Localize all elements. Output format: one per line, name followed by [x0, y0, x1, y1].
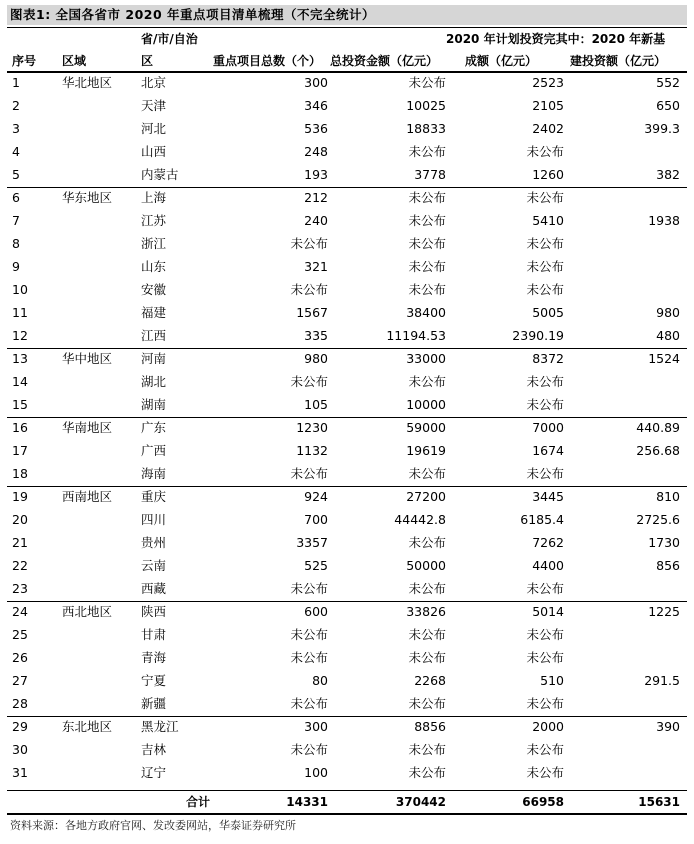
header-newinfra-line2: 建投资额（亿元） [570, 54, 667, 68]
cell-total: 59000 [406, 420, 446, 435]
cell-count: 未公布 [290, 742, 328, 757]
cell-newinfra: 291.5 [644, 673, 680, 688]
cell-seq: 2 [12, 98, 20, 113]
cell-province: 吉林 [141, 742, 167, 757]
cell-planned: 7000 [532, 420, 564, 435]
cell-planned: 未公布 [526, 466, 564, 481]
cell-province: 浙江 [141, 236, 167, 251]
cell-newinfra: 1524 [648, 351, 680, 366]
cell-seq: 8 [12, 236, 20, 251]
cell-province: 甘肃 [141, 627, 167, 642]
cell-planned: 5005 [532, 305, 564, 320]
cell-seq: 25 [12, 627, 28, 642]
cell-province: 上海 [141, 190, 167, 205]
cell-total: 44442.8 [394, 512, 446, 527]
cell-total: 10025 [406, 98, 446, 113]
cell-planned: 未公布 [526, 650, 564, 665]
cell-planned: 2000 [532, 719, 564, 734]
cell-province: 西藏 [141, 581, 167, 596]
cell-province: 新疆 [141, 696, 167, 711]
cell-planned: 2402 [532, 121, 564, 136]
group-rule [7, 601, 687, 602]
cell-planned: 5014 [532, 604, 564, 619]
cell-count: 80 [312, 673, 328, 688]
cell-count: 未公布 [290, 581, 328, 596]
cell-total: 未公布 [408, 190, 446, 205]
cell-total: 2268 [414, 673, 446, 688]
cell-total: 10000 [406, 397, 446, 412]
cell-planned: 2105 [532, 98, 564, 113]
group-rule [7, 716, 687, 717]
cell-planned: 6185.4 [520, 512, 564, 527]
cell-count: 1230 [296, 420, 328, 435]
cell-planned: 未公布 [526, 374, 564, 389]
cell-total: 未公布 [408, 765, 446, 780]
header-top-rule [7, 27, 687, 28]
cell-province: 辽宁 [141, 765, 167, 780]
cell-count: 536 [304, 121, 328, 136]
cell-planned: 2390.19 [512, 328, 564, 343]
cell-total: 未公布 [408, 75, 446, 90]
header-seq: 序号 [12, 54, 37, 68]
cell-seq: 5 [12, 167, 20, 182]
cell-total: 18833 [406, 121, 446, 136]
cell-province: 广东 [141, 420, 167, 435]
cell-newinfra: 1730 [648, 535, 680, 550]
cell-region: 华北地区 [62, 75, 113, 90]
cell-total: 50000 [406, 558, 446, 573]
cell-seq: 24 [12, 604, 28, 619]
cell-count: 980 [304, 351, 328, 366]
cell-newinfra: 1225 [648, 604, 680, 619]
cell-seq: 9 [12, 259, 20, 274]
cell-count: 600 [304, 604, 328, 619]
cell-region: 华东地区 [62, 190, 113, 205]
header-province-line2: 区 [141, 54, 154, 68]
cell-province: 重庆 [141, 489, 167, 504]
cell-count: 700 [304, 512, 328, 527]
totals-count: 14331 [286, 795, 328, 809]
cell-newinfra: 399.3 [644, 121, 680, 136]
cell-seq: 14 [12, 374, 28, 389]
cell-seq: 20 [12, 512, 28, 527]
cell-seq: 16 [12, 420, 28, 435]
cell-planned: 未公布 [526, 581, 564, 596]
cell-seq: 31 [12, 765, 28, 780]
cell-count: 335 [304, 328, 328, 343]
totals-bottom-rule [7, 813, 687, 815]
cell-newinfra: 980 [656, 305, 680, 320]
totals-total: 370442 [395, 795, 446, 809]
cell-count: 未公布 [290, 650, 328, 665]
cell-newinfra: 2725.6 [636, 512, 680, 527]
cell-count: 105 [304, 397, 328, 412]
cell-total: 38400 [406, 305, 446, 320]
cell-seq: 15 [12, 397, 28, 412]
cell-total: 未公布 [408, 374, 446, 389]
cell-planned: 3445 [532, 489, 564, 504]
cell-planned: 未公布 [526, 236, 564, 251]
cell-seq: 23 [12, 581, 28, 596]
cell-total: 8856 [414, 719, 446, 734]
source-note: 资料来源：各地方政府官网、发改委网站，华泰证券研究所 [10, 819, 296, 832]
cell-region: 西南地区 [62, 489, 113, 504]
cell-count: 346 [304, 98, 328, 113]
cell-count: 未公布 [290, 627, 328, 642]
cell-planned: 510 [540, 673, 564, 688]
cell-seq: 19 [12, 489, 28, 504]
cell-province: 河北 [141, 121, 167, 136]
cell-planned: 5410 [532, 213, 564, 228]
cell-province: 山西 [141, 144, 167, 159]
cell-seq: 7 [12, 213, 20, 228]
cell-seq: 1 [12, 75, 20, 90]
cell-newinfra: 480 [656, 328, 680, 343]
cell-count: 未公布 [290, 466, 328, 481]
cell-total: 11194.53 [386, 328, 446, 343]
totals-top-rule [7, 790, 687, 791]
cell-region: 华中地区 [62, 351, 113, 366]
cell-planned: 2523 [532, 75, 564, 90]
cell-province: 内蒙古 [141, 167, 179, 182]
cell-planned: 8372 [532, 351, 564, 366]
cell-total: 未公布 [408, 236, 446, 251]
cell-total: 33826 [406, 604, 446, 619]
cell-newinfra: 390 [656, 719, 680, 734]
cell-total: 27200 [406, 489, 446, 504]
cell-total: 未公布 [408, 742, 446, 757]
cell-planned: 1260 [532, 167, 564, 182]
cell-total: 未公布 [408, 144, 446, 159]
cell-total: 未公布 [408, 696, 446, 711]
cell-total: 未公布 [408, 627, 446, 642]
cell-province: 天津 [141, 98, 167, 113]
cell-count: 300 [304, 75, 328, 90]
cell-count: 1132 [296, 443, 328, 458]
cell-newinfra: 256.68 [636, 443, 680, 458]
cell-seq: 12 [12, 328, 28, 343]
cell-total: 未公布 [408, 282, 446, 297]
cell-count: 525 [304, 558, 328, 573]
cell-total: 19619 [406, 443, 446, 458]
cell-province: 山东 [141, 259, 167, 274]
cell-newinfra: 382 [656, 167, 680, 182]
cell-province: 湖北 [141, 374, 167, 389]
cell-count: 240 [304, 213, 328, 228]
cell-newinfra: 650 [656, 98, 680, 113]
group-rule [7, 417, 687, 418]
cell-planned: 未公布 [526, 696, 564, 711]
cell-province: 广西 [141, 443, 167, 458]
cell-planned: 未公布 [526, 144, 564, 159]
cell-province: 海南 [141, 466, 167, 481]
cell-total: 未公布 [408, 213, 446, 228]
cell-seq: 26 [12, 650, 28, 665]
cell-province: 河南 [141, 351, 167, 366]
cell-planned: 7262 [532, 535, 564, 550]
totals-planned: 66958 [522, 795, 564, 809]
header-planned-line2: 成额（亿元） [465, 54, 538, 68]
cell-count: 321 [304, 259, 328, 274]
cell-province: 四川 [141, 512, 167, 527]
cell-province: 福建 [141, 305, 167, 320]
group-rule [7, 486, 687, 487]
cell-total: 未公布 [408, 259, 446, 274]
cell-seq: 27 [12, 673, 28, 688]
cell-total: 未公布 [408, 581, 446, 596]
cell-province: 陕西 [141, 604, 167, 619]
cell-province: 湖南 [141, 397, 167, 412]
totals-newinfra: 15631 [638, 795, 680, 809]
cell-province: 宁夏 [141, 673, 167, 688]
cell-newinfra: 552 [656, 75, 680, 90]
cell-seq: 22 [12, 558, 28, 573]
cell-planned: 未公布 [526, 627, 564, 642]
cell-total: 未公布 [408, 650, 446, 665]
cell-seq: 11 [12, 305, 28, 320]
cell-seq: 13 [12, 351, 28, 366]
group-rule [7, 187, 687, 188]
header-planned-line1: 2020 年计划投资完其中：2020 年新基 [446, 32, 666, 46]
cell-total: 未公布 [408, 466, 446, 481]
cell-newinfra: 810 [656, 489, 680, 504]
cell-seq: 30 [12, 742, 28, 757]
cell-total: 未公布 [408, 535, 446, 550]
header-province-line1: 省/市/自治 [141, 32, 198, 46]
cell-planned: 未公布 [526, 397, 564, 412]
cell-province: 北京 [141, 75, 167, 90]
cell-region: 西北地区 [62, 604, 113, 619]
cell-total: 3778 [414, 167, 446, 182]
cell-planned: 未公布 [526, 190, 564, 205]
cell-count: 924 [304, 489, 328, 504]
cell-planned: 未公布 [526, 259, 564, 274]
cell-seq: 17 [12, 443, 28, 458]
cell-count: 248 [304, 144, 328, 159]
cell-count: 193 [304, 167, 328, 182]
cell-count: 未公布 [290, 696, 328, 711]
cell-planned: 1674 [532, 443, 564, 458]
cell-planned: 未公布 [526, 765, 564, 780]
cell-seq: 10 [12, 282, 28, 297]
cell-seq: 6 [12, 190, 20, 205]
cell-seq: 3 [12, 121, 20, 136]
figure-title: 图表1: 全国各省市 2020 年重点项目清单梳理（不完全统计） [10, 7, 376, 22]
cell-province: 云南 [141, 558, 167, 573]
cell-count: 未公布 [290, 236, 328, 251]
cell-count: 未公布 [290, 374, 328, 389]
cell-planned: 未公布 [526, 742, 564, 757]
cell-seq: 29 [12, 719, 28, 734]
cell-newinfra: 856 [656, 558, 680, 573]
header-total: 总投资金额（亿元） [330, 54, 439, 68]
cell-province: 贵州 [141, 535, 167, 550]
cell-province: 安徽 [141, 282, 167, 297]
cell-count: 3357 [296, 535, 328, 550]
cell-count: 100 [304, 765, 328, 780]
cell-count: 1567 [296, 305, 328, 320]
cell-seq: 4 [12, 144, 20, 159]
cell-seq: 18 [12, 466, 28, 481]
group-rule [7, 348, 687, 349]
cell-newinfra: 440.89 [636, 420, 680, 435]
cell-province: 江苏 [141, 213, 167, 228]
cell-total: 33000 [406, 351, 446, 366]
header-bottom-rule [7, 71, 687, 73]
cell-province: 黑龙江 [141, 719, 179, 734]
cell-province: 江西 [141, 328, 167, 343]
header-count: 重点项目总数（个） [213, 54, 322, 68]
cell-region: 东北地区 [62, 719, 113, 734]
cell-seq: 28 [12, 696, 28, 711]
cell-province: 青海 [141, 650, 167, 665]
cell-seq: 21 [12, 535, 28, 550]
cell-newinfra: 1938 [648, 213, 680, 228]
cell-planned: 4400 [532, 558, 564, 573]
cell-count: 212 [304, 190, 328, 205]
cell-region: 华南地区 [62, 420, 113, 435]
cell-count: 未公布 [290, 282, 328, 297]
cell-count: 300 [304, 719, 328, 734]
cell-planned: 未公布 [526, 282, 564, 297]
header-region: 区域 [62, 54, 87, 68]
totals-label: 合计 [186, 795, 211, 809]
